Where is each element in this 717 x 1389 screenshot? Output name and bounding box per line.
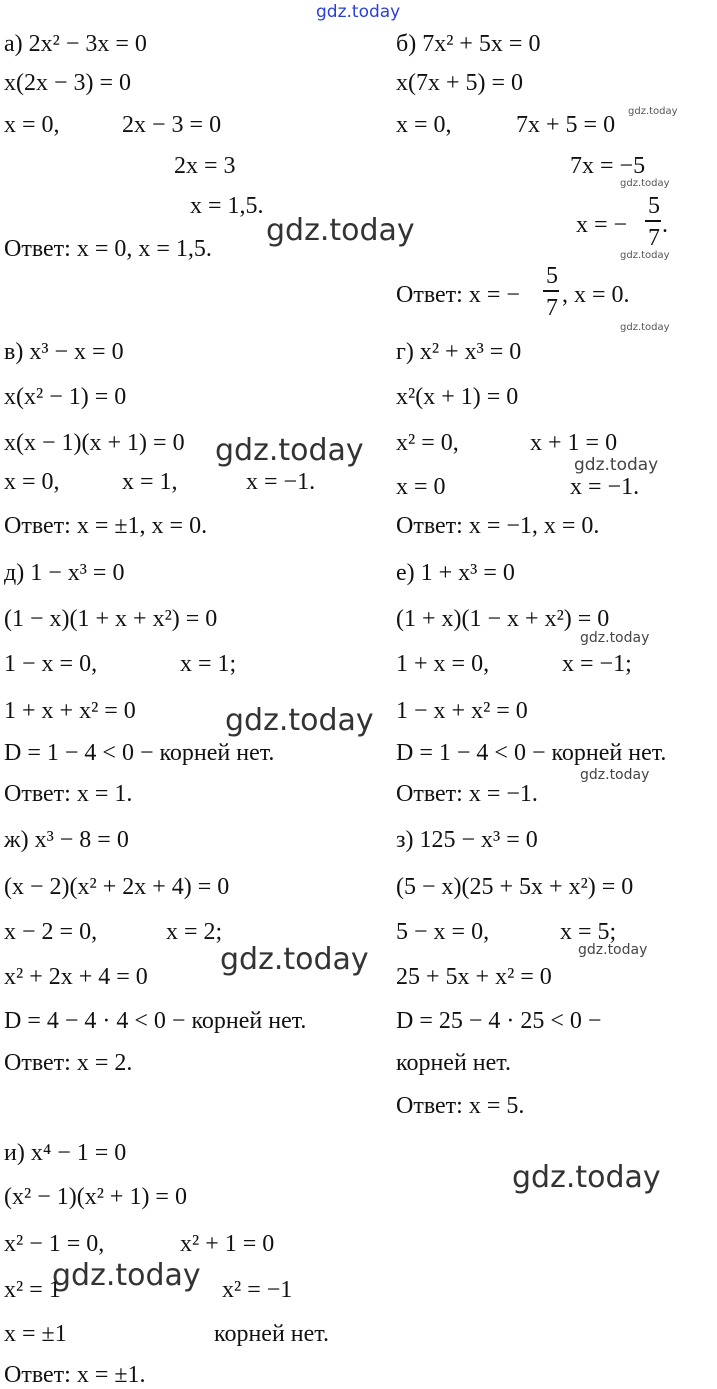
line-i-4a: x² = 1	[4, 1277, 61, 1303]
line-a-5: x = 1,5.	[190, 193, 264, 219]
line-a-4: 2x = 3	[174, 153, 236, 179]
line-e-5: D = 1 − 4 < 0 − корней нет.	[396, 740, 667, 766]
line-v-4b: x = 1,	[122, 469, 178, 495]
line-z-4: 25 + 5x + x² = 0	[396, 964, 552, 990]
line-g-4a: x = 0	[396, 474, 446, 500]
line-d-3b: x = 1;	[180, 651, 237, 677]
line-z-3a: 5 − x = 0,	[396, 919, 490, 945]
line-i-2: (x² − 1)(x² + 1) = 0	[4, 1184, 187, 1210]
line-v-2: x(x² − 1) = 0	[4, 384, 127, 410]
line-d-2: (1 − x)(1 + x + x²) = 0	[4, 606, 218, 632]
line-e-2: (1 + x)(1 − x + x²) = 0	[396, 606, 610, 632]
line-zh-3b: x = 2;	[166, 919, 223, 945]
line-z-3b: x = 5;	[560, 919, 617, 945]
line-b-answer-tail: , x = 0.	[562, 282, 630, 308]
watermark-12: gdz.today	[580, 630, 650, 646]
watermark-4: gdz.today	[220, 942, 369, 977]
line-b-3b: 7x + 5 = 0	[516, 112, 616, 138]
line-z-6: корней нет.	[396, 1050, 511, 1076]
line-e-3b: x = −1;	[562, 651, 632, 677]
line-v-4c: x = −1.	[246, 469, 316, 495]
line-zh-4: x² + 2x + 4 = 0	[4, 964, 148, 990]
line-v-4a: x = 0,	[4, 469, 60, 495]
line-e-3a: 1 + x = 0,	[396, 651, 490, 677]
line-g-3a: x² = 0,	[396, 430, 459, 456]
line-b-5: x = −	[576, 212, 628, 238]
line-zh-5: D = 4 − 4 · 4 < 0 − корней нет.	[4, 1008, 307, 1034]
line-i-3a: x² − 1 = 0,	[4, 1231, 105, 1257]
line-g-1: г) x² + x³ = 0	[396, 339, 522, 365]
line-v-answer: Ответ: x = ±1, x = 0.	[4, 513, 208, 539]
watermark-13: gdz.today	[580, 767, 650, 783]
line-g-2: x²(x + 1) = 0	[396, 384, 519, 410]
line-b-answer: Ответ: x = −	[396, 282, 520, 308]
frac-den-2: 7	[546, 295, 558, 321]
line-z-1: з) 125 − x³ = 0	[396, 827, 538, 853]
line-i-3b: x² + 1 = 0	[180, 1231, 275, 1257]
line-zh-answer: Ответ: x = 2.	[4, 1050, 133, 1076]
watermark-14: gdz.today	[578, 942, 648, 958]
watermark-5: gdz.today	[512, 1160, 661, 1195]
watermark-3: gdz.today	[225, 703, 374, 738]
line-g-3b: x + 1 = 0	[530, 430, 618, 456]
line-e-answer: Ответ: x = −1.	[396, 781, 538, 807]
line-d-4: 1 + x + x² = 0	[4, 698, 136, 724]
watermark-11: gdz.today	[620, 322, 670, 333]
watermark-6: gdz.today	[52, 1258, 201, 1293]
frac-bar-1	[645, 220, 661, 222]
line-e-1: е) 1 + x³ = 0	[396, 560, 515, 586]
watermark-10: gdz.today	[620, 250, 670, 261]
line-a-2: x(2x − 3) = 0	[4, 70, 132, 96]
line-g-answer: Ответ: x = −1, x = 0.	[396, 513, 600, 539]
line-b-1: б) 7x² + 5x = 0	[396, 31, 541, 57]
line-z-2: (5 − x)(25 + 5x + x²) = 0	[396, 874, 634, 900]
line-i-5a: x = ±1	[4, 1321, 67, 1347]
line-b-3a: x = 0,	[396, 112, 452, 138]
line-a-1: а) 2x² − 3x = 0	[4, 31, 147, 57]
frac-num-2: 5	[546, 263, 558, 289]
line-g-4b: x = −1.	[570, 474, 640, 500]
watermark-8: gdz.today	[628, 106, 678, 117]
line-zh-1: ж) x³ − 8 = 0	[4, 827, 129, 853]
line-e-4: 1 − x + x² = 0	[396, 698, 528, 724]
line-d-5: D = 1 − 4 < 0 − корней нет.	[4, 740, 275, 766]
line-i-5b: корней нет.	[214, 1321, 329, 1347]
watermark-9: gdz.today	[620, 178, 670, 189]
line-zh-3a: x − 2 = 0,	[4, 919, 98, 945]
line-z-answer: Ответ: x = 5.	[396, 1093, 525, 1119]
watermark-1: gdz.today	[266, 213, 415, 248]
line-zh-2: (x − 2)(x² + 2x + 4) = 0	[4, 874, 230, 900]
line-v-3: x(x − 1)(x + 1) = 0	[4, 430, 185, 456]
frac-dot-1: .	[662, 212, 668, 238]
line-i-1: и) x⁴ − 1 = 0	[4, 1140, 127, 1166]
watermark-top: gdz.today	[316, 2, 401, 22]
frac-bar-2	[543, 290, 559, 292]
line-b-2: x(7x + 5) = 0	[396, 70, 524, 96]
line-b-4: 7x = −5	[570, 153, 646, 179]
watermark-7: gdz.today	[574, 455, 659, 475]
line-i-4b: x² = −1	[222, 1277, 293, 1303]
watermark-2: gdz.today	[215, 433, 364, 468]
line-v-1: в) x³ − x = 0	[4, 339, 124, 365]
line-d-answer: Ответ: x = 1.	[4, 781, 133, 807]
frac-den-1: 7	[648, 225, 660, 251]
line-a-3b: 2x − 3 = 0	[122, 112, 222, 138]
line-d-3a: 1 − x = 0,	[4, 651, 98, 677]
line-z-5: D = 25 − 4 · 25 < 0 −	[396, 1008, 602, 1034]
line-a-3a: x = 0,	[4, 112, 60, 138]
line-a-answer: Ответ: x = 0, x = 1,5.	[4, 236, 212, 262]
line-i-answer: Ответ: x = ±1.	[4, 1362, 146, 1388]
line-d-1: д) 1 − x³ = 0	[4, 560, 125, 586]
frac-num-1: 5	[648, 193, 660, 219]
